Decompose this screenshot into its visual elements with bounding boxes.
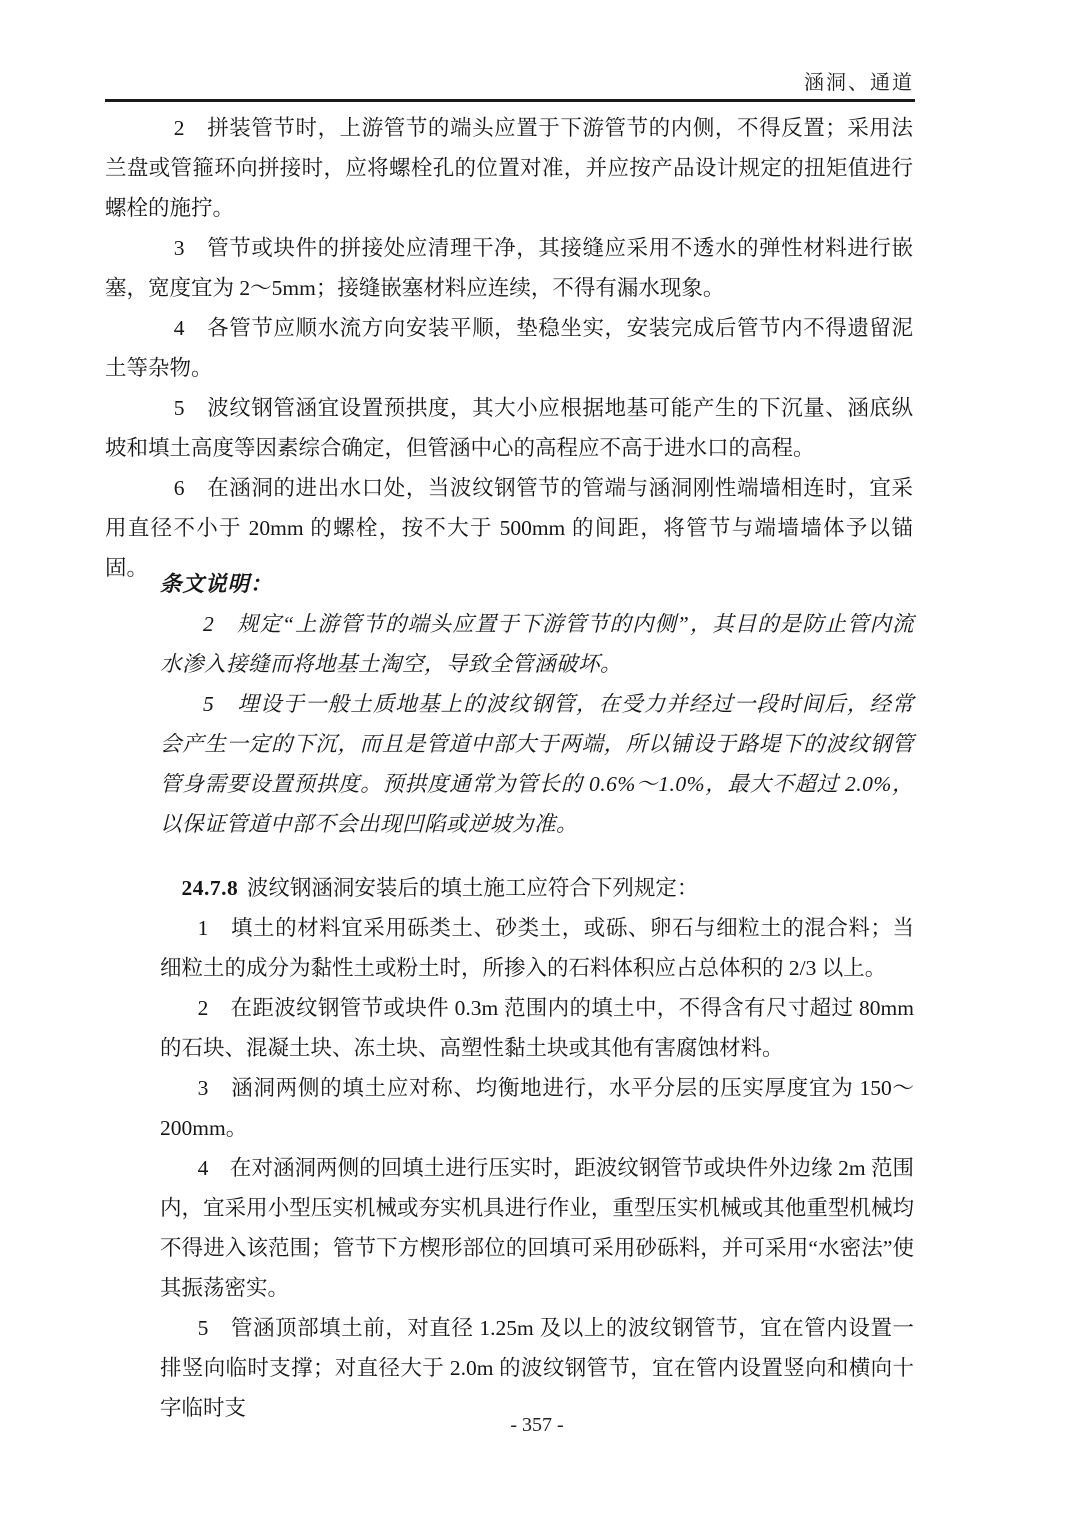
clause-item: 3 涵洞两侧的填土应对称、均衡地进行，水平分层的压实厚度宜为 150～200mm。 bbox=[160, 1076, 914, 1140]
spec-item: 6 在涵洞的进出水口处，当波纹钢管节的管端与涵洞刚性端墙相连时，宜采用直径不小于 20mm 的螺栓，按不大于 500mm 的间距，将管节与端墙墙体予以锚固。 bbox=[105, 476, 913, 580]
clause-item: 1 填土的材料宜采用砾类土、砂类土，或砾、卵石与细粒土的混合料；当细粒土的成分为黏性土或粉土时，所掺入的石料体积应占总体积的 2/3 以上。 bbox=[160, 916, 914, 980]
page-header-title: 涵洞、通道 bbox=[804, 72, 914, 94]
header-rule bbox=[105, 99, 915, 102]
clause-section bbox=[160, 868, 914, 1428]
clause-item: 2 在距波纹钢管节或块件 0.3m 范围内的填土中，不得含有尺寸超过 80mm 的石块、混凝土块、冻土块、高塑性黏土块或其他有害腐蚀材料。 bbox=[160, 996, 914, 1060]
top-section bbox=[105, 108, 913, 588]
explanation-section bbox=[160, 564, 914, 844]
clause-title: 波纹钢涵洞安装后的填土施工应符合下列规定： bbox=[246, 876, 699, 900]
explanation-item: 2 规定“上游管节的端头应置于下游管节的内侧”，其目的是防止管内流水渗入接缝而将地基土淘空，导致全管涵破坏。 bbox=[160, 612, 914, 676]
spec-item: 2 拼装管节时，上游管节的端头应置于下游管节的内侧，不得反置；采用法兰盘或管箍环向拼接时，应将螺栓孔的位置对准，并应按产品设计规定的扭矩值进行螺栓的施拧。 bbox=[105, 116, 913, 220]
spec-item: 3 管节或块件的拼接处应清理干净，其接缝应采用不透水的弹性材料进行嵌塞，宽度宜为 2～5mm；接缝嵌塞材料应连续，不得有漏水现象。 bbox=[105, 236, 913, 300]
spec-item: 4 各管节应顺水流方向安装平顺，垫稳坐实，安装完成后管节内不得遗留泥土等杂物。 bbox=[105, 316, 913, 380]
explanation-item: 5 埋设于一般土质地基上的波纹钢管，在受力并经过一段时间后，经常会产生一定的下沉，而且是管道中部大于两端，所以铺设于路堤下的波纹钢管管身需要设置预拱度。预拱度通常为管长的 0.6%～1.0%，最大不超过 2.0%，以保证管道中部不会出现凹陷或逆坡为准。 bbox=[160, 692, 914, 836]
clause-item: 5 管涵顶部填土前，对直径 1.25m 及以上的波纹钢管节，宜在管内设置一排竖向临时支撑；对直径大于 2.0m 的波纹钢管节，宜在管内设置竖向和横向十字临时支 bbox=[160, 1316, 914, 1420]
spec-item: 5 波纹钢管涵宜设置预拱度，其大小应根据地基可能产生的下沉量、涵底纵坡和填土高度等因素综合确定，但管涵中心的高程应不高于进水口的高程。 bbox=[105, 396, 913, 460]
clause-number: 24.7.8 bbox=[181, 876, 239, 900]
page-number: - 357 - bbox=[510, 1414, 564, 1436]
explanation-label: 条文说明： bbox=[160, 572, 273, 596]
clause-item: 4 在对涵洞两侧的回填土进行压实时，距波纹钢管节或块件外边缘 2m 范围内，宜采用小型压实机械或夯实机具进行作业，重型压实机械或其他重型机械均不得进入该范围；管节下方楔形部位的回填可采用砂砾料，并可采用“水密法”使其振荡密实。 bbox=[160, 1156, 914, 1300]
clause-heading bbox=[160, 868, 914, 908]
